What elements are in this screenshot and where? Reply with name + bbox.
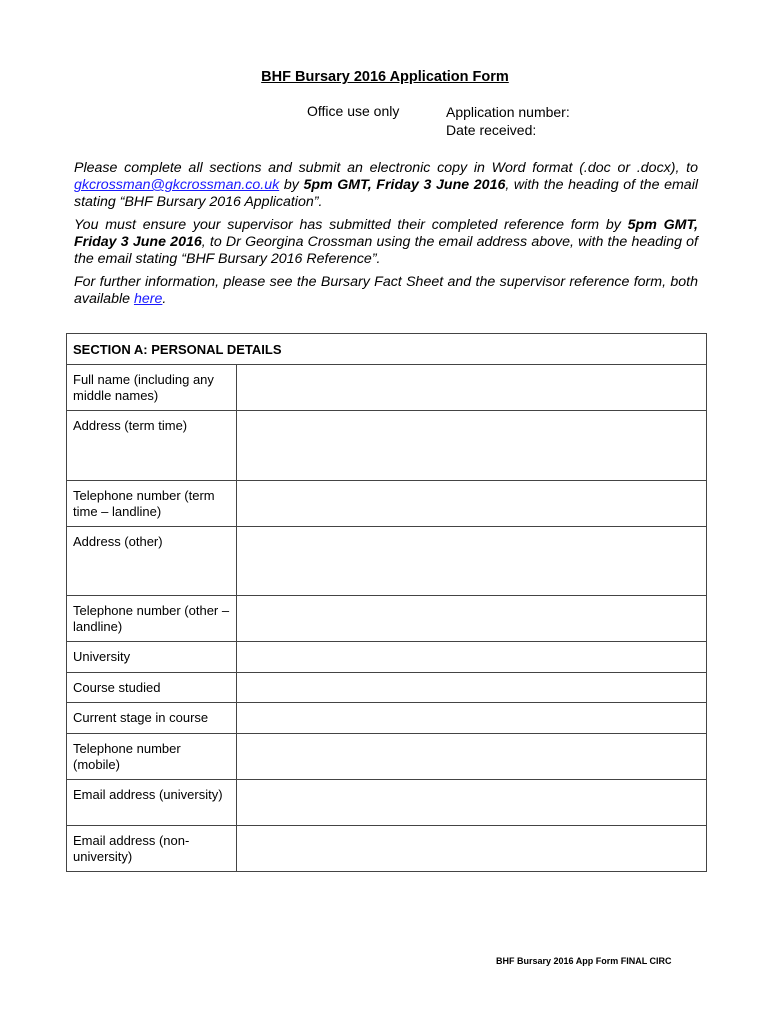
date-received-label: Date received: bbox=[446, 122, 537, 138]
telephone-other-label: Telephone number (other – landline) bbox=[67, 596, 237, 642]
application-number-label: Application number: bbox=[446, 104, 570, 120]
telephone-term-label: Telephone number (term time – landline) bbox=[67, 481, 237, 527]
table-row bbox=[67, 642, 707, 673]
table-row bbox=[67, 780, 707, 826]
table-row bbox=[67, 481, 707, 527]
table-row bbox=[67, 411, 707, 481]
email-non-university-field[interactable] bbox=[237, 826, 707, 872]
telephone-term-field[interactable] bbox=[237, 481, 707, 527]
form-title: BHF Bursary 2016 Application Form bbox=[261, 69, 509, 85]
address-other-label: Address (other) bbox=[67, 527, 237, 596]
here-link[interactable]: here bbox=[133, 291, 163, 307]
email-link[interactable]: gkcrossman@gkcrossman.co.uk bbox=[74, 177, 280, 193]
email-university-field[interactable] bbox=[237, 780, 707, 826]
personal-details-table bbox=[66, 333, 707, 872]
table-row bbox=[67, 703, 707, 734]
instruction-reference bbox=[74, 217, 698, 268]
table-row bbox=[67, 673, 707, 703]
office-use-fields bbox=[446, 103, 570, 139]
instruction-further-info bbox=[74, 274, 698, 308]
deadline-text: 5pm GMT, Friday 3 June 2016 bbox=[303, 177, 506, 193]
email-non-university-label: Email address (non-university) bbox=[67, 826, 237, 872]
university-field[interactable] bbox=[237, 642, 707, 673]
address-term-field[interactable] bbox=[237, 411, 707, 481]
address-other-field[interactable] bbox=[237, 527, 707, 596]
table-row bbox=[67, 826, 707, 872]
full-name-field[interactable] bbox=[237, 365, 707, 411]
telephone-other-field[interactable] bbox=[237, 596, 707, 642]
instructions bbox=[74, 160, 698, 314]
instruction-submission bbox=[74, 160, 698, 211]
table-row bbox=[67, 365, 707, 411]
table-row bbox=[67, 527, 707, 596]
office-use-label: Office use only bbox=[307, 103, 400, 119]
instruction-text: by bbox=[279, 177, 304, 193]
instruction-text: . bbox=[162, 291, 167, 307]
full-name-label: Full name (including any middle names) bbox=[67, 365, 237, 411]
instruction-text: , with the heading of the email stating “BHF Bursary 2016 Application”. bbox=[74, 177, 698, 210]
university-label: University bbox=[67, 642, 237, 673]
telephone-mobile-field[interactable] bbox=[237, 734, 707, 780]
current-stage-field[interactable] bbox=[237, 703, 707, 734]
instruction-text: You must ensure your supervisor has submitted their completed reference form by bbox=[74, 217, 628, 233]
section-a-heading: SECTION A: PERSONAL DETAILS bbox=[67, 334, 707, 365]
current-stage-label: Current stage in course bbox=[67, 703, 237, 734]
email-university-label: Email address (university) bbox=[67, 780, 237, 826]
course-studied-label: Course studied bbox=[67, 673, 237, 703]
course-studied-field[interactable] bbox=[237, 673, 707, 703]
table-row bbox=[67, 596, 707, 642]
deadline-text: 5pm GMT, Friday 3 June 2016 bbox=[74, 217, 698, 250]
instruction-text: For further information, please see the Bursary Fact Sheet and the supervisor reference form, both available bbox=[74, 274, 698, 307]
instruction-text: , to Dr Georgina Crossman using the email address above, with the heading of the email stating “BHF Bursary 2016 Reference”. bbox=[74, 234, 698, 267]
telephone-mobile-label: Telephone number (mobile) bbox=[67, 734, 237, 780]
address-term-label: Address (term time) bbox=[67, 411, 237, 481]
instruction-text: Please complete all sections and submit an electronic copy in Word format (.doc or .docx), to bbox=[74, 160, 698, 176]
footer-text: BHF Bursary 2016 App Form FINAL CIRC bbox=[496, 956, 672, 966]
table-row bbox=[67, 734, 707, 780]
